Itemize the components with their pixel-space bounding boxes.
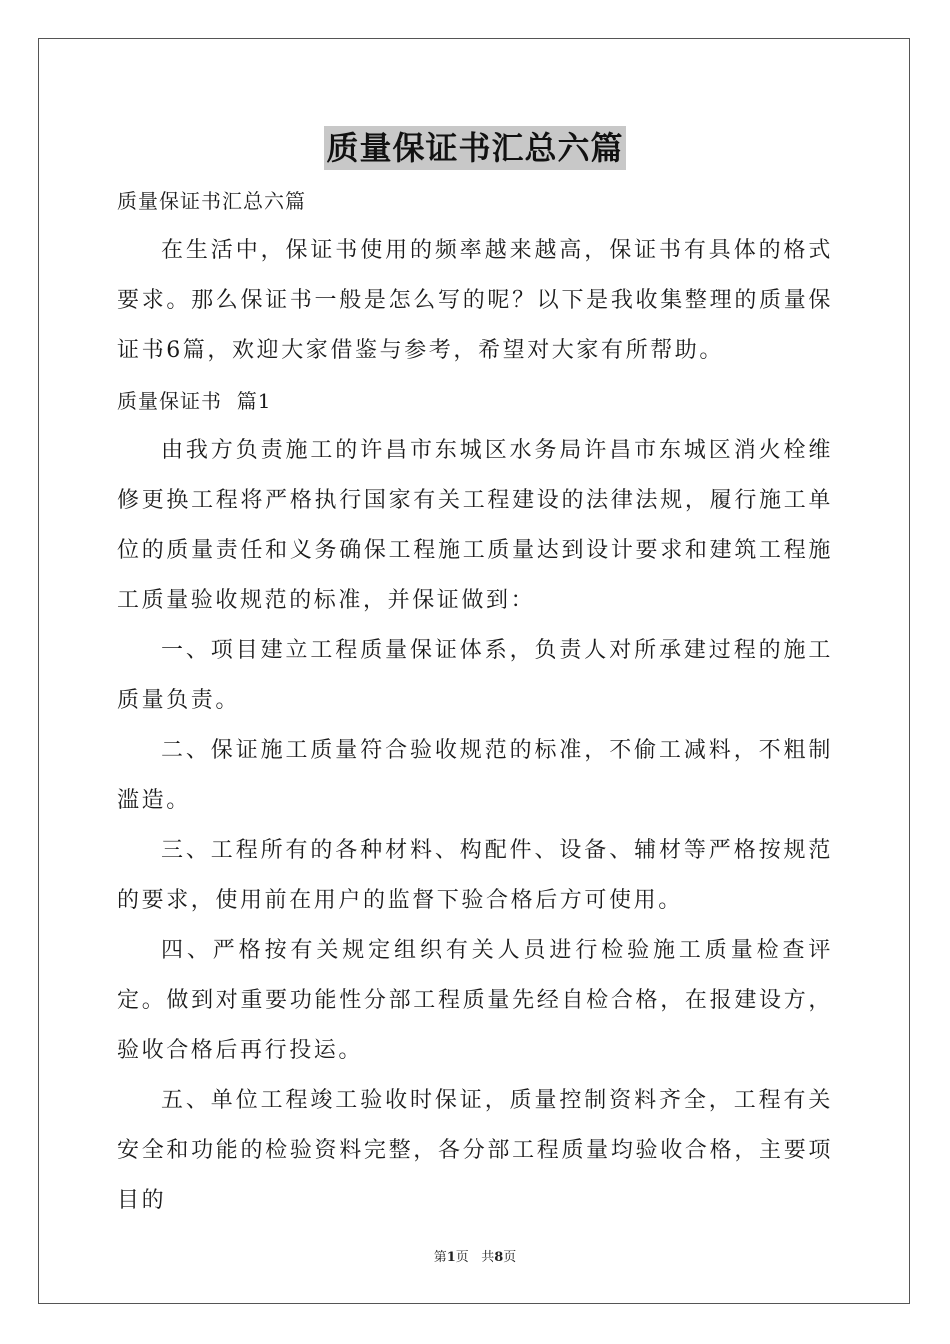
total-prefix: 共 [481, 1250, 495, 1265]
page-prefix: 第 [433, 1250, 447, 1265]
document-subtitle: 质量保证书汇总六篇 [117, 189, 306, 213]
body-paragraph: 由我方负责施工的许昌市东城区水务局许昌市东城区消火栓维修更换工程将严格执行国家有关工程建设的法律法规，履行施工单位的质量责任和义务确保工程施工质量达到设计要求和建筑工程施工质量验收规范的标准，并保证做到： [117, 438, 833, 613]
page-suffix: 页 [455, 1250, 469, 1265]
body-paragraph: 四、严格按有关规定组织有关人员进行检验施工质量检查评定。做到对重要功能性分部工程质量先经自检合格，在报建设方，验收合格后再行投运。 [117, 938, 833, 1063]
document-body [117, 176, 833, 1226]
title-container [0, 126, 950, 170]
page-footer [0, 1246, 950, 1265]
body-paragraph: 五、单位工程竣工验收时保证，质量控制资料齐全，工程有关安全和功能的检验资料完整，各分部工程质量均验收合格，主要项目的 [117, 1088, 833, 1213]
body-paragraph: 二、保证施工质量符合验收规范的标准，不偷工减料，不粗制滥造。 [117, 738, 833, 813]
total-suffix: 页 [503, 1250, 517, 1265]
document-title: 质量保证书汇总六篇 [324, 126, 625, 170]
body-paragraph: 三、工程所有的各种材料、构配件、设备、辅材等严格按规范的要求，使用前在用户的监督下验合格后方可使用。 [117, 838, 833, 913]
intro-paragraph: 在生活中，保证书使用的频率越来越高，保证书有具体的格式要求。那么保证书一般是怎么写的呢？以下是我收集整理的质量保证书6篇，欢迎大家借鉴与参考，希望对大家有所帮助。 [117, 238, 833, 363]
body-paragraph: 一、项目建立工程质量保证体系，负责人对所承建过程的施工质量负责。 [117, 638, 833, 713]
section-heading: 质量保证书 篇1 [117, 389, 272, 413]
total-pages: 8 [494, 1250, 504, 1265]
page-number: 1 [446, 1250, 456, 1265]
